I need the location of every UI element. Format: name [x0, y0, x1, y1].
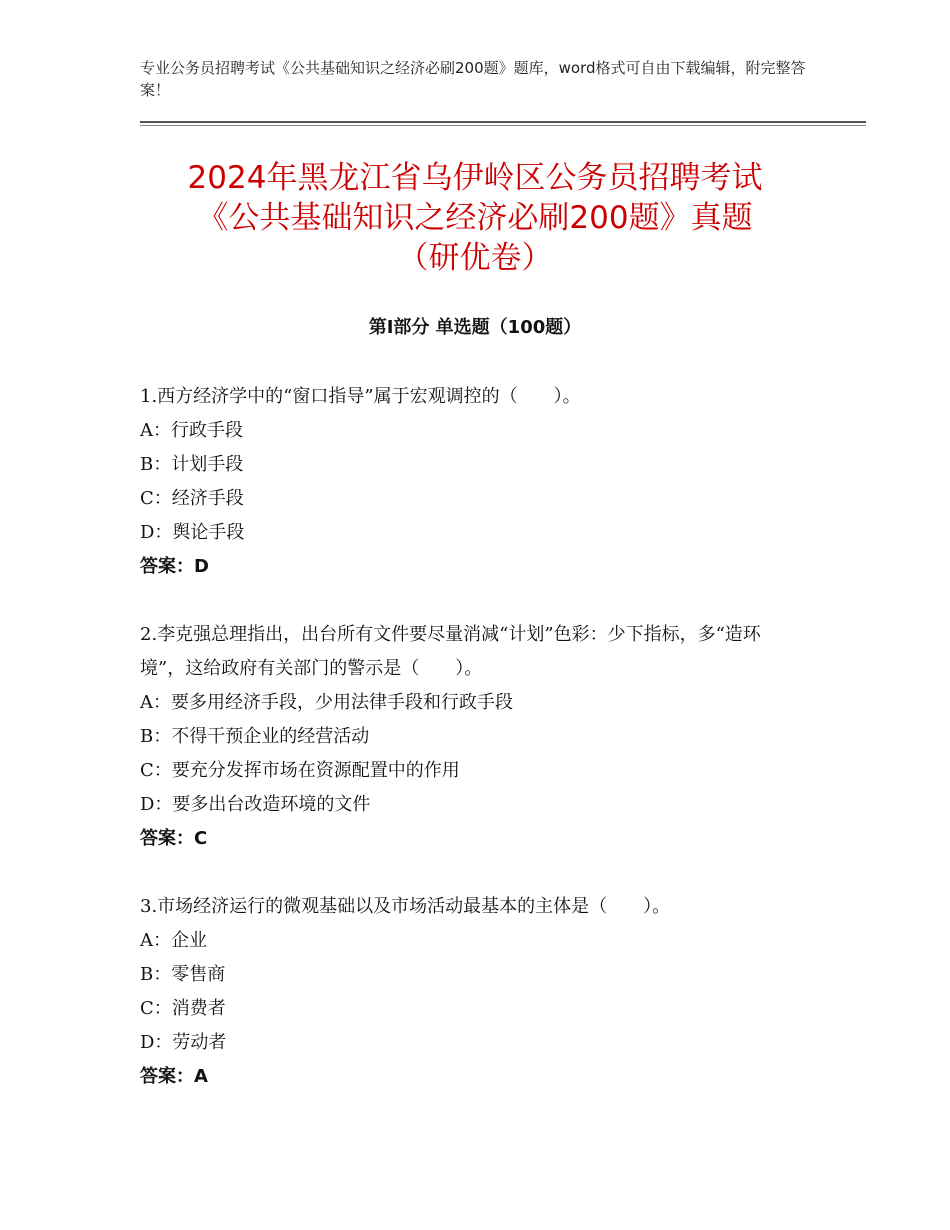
question-stem: 2.李克强总理指出，出台所有文件要尽量消减“计划”色彩：少下指标，多“造环境”，这给政府有关部门的警示是（ ）。	[140, 624, 761, 679]
title-line-2: 《公共基础知识之经济必刷200题》真题	[197, 200, 753, 236]
option-b: B：零售商	[140, 964, 226, 985]
option-a: A：要多用经济手段，少用法律手段和行政手段	[140, 692, 513, 713]
option-c: C：消费者	[140, 998, 226, 1019]
option-d: D：劳动者	[140, 1032, 227, 1053]
document-title	[100, 158, 850, 278]
option-a: A：行政手段	[140, 420, 243, 441]
question-list	[140, 380, 800, 1128]
question-3	[140, 890, 800, 1094]
header-divider	[140, 121, 866, 123]
question-stem: 1.西方经济学中的“窗口指导”属于宏观调控的（ ）。	[140, 386, 581, 407]
option-d: D：舆论手段	[140, 522, 245, 543]
option-c: C：经济手段	[140, 488, 244, 509]
option-b: B：不得干预企业的经营活动	[140, 726, 370, 747]
option-a: A：企业	[140, 930, 207, 951]
title-line-3: （研优卷）	[397, 240, 553, 276]
option-c: C：要充分发挥市场在资源配置中的作用	[140, 760, 460, 781]
option-d: D：要多出台改造环境的文件	[140, 794, 371, 815]
answer: 答案：C	[140, 828, 208, 849]
section-heading: 第Ⅰ部分 单选题（100题）	[368, 317, 582, 338]
option-b: B：计划手段	[140, 454, 244, 475]
header-divider-thin	[140, 125, 866, 126]
answer: 答案：A	[140, 1066, 208, 1087]
answer: 答案：D	[140, 556, 209, 577]
title-line-1: 2024年黑龙江省乌伊岭区公务员招聘考试	[187, 160, 763, 196]
question-2	[140, 618, 800, 856]
question-1	[140, 380, 800, 584]
header-note: 专业公务员招聘考试《公共基础知识之经济必刷200题》题库，word格式可自由下载编辑，附完整答案！	[140, 59, 806, 99]
question-stem: 3.市场经济运行的微观基础以及市场活动最基本的主体是（ ）。	[140, 896, 671, 917]
